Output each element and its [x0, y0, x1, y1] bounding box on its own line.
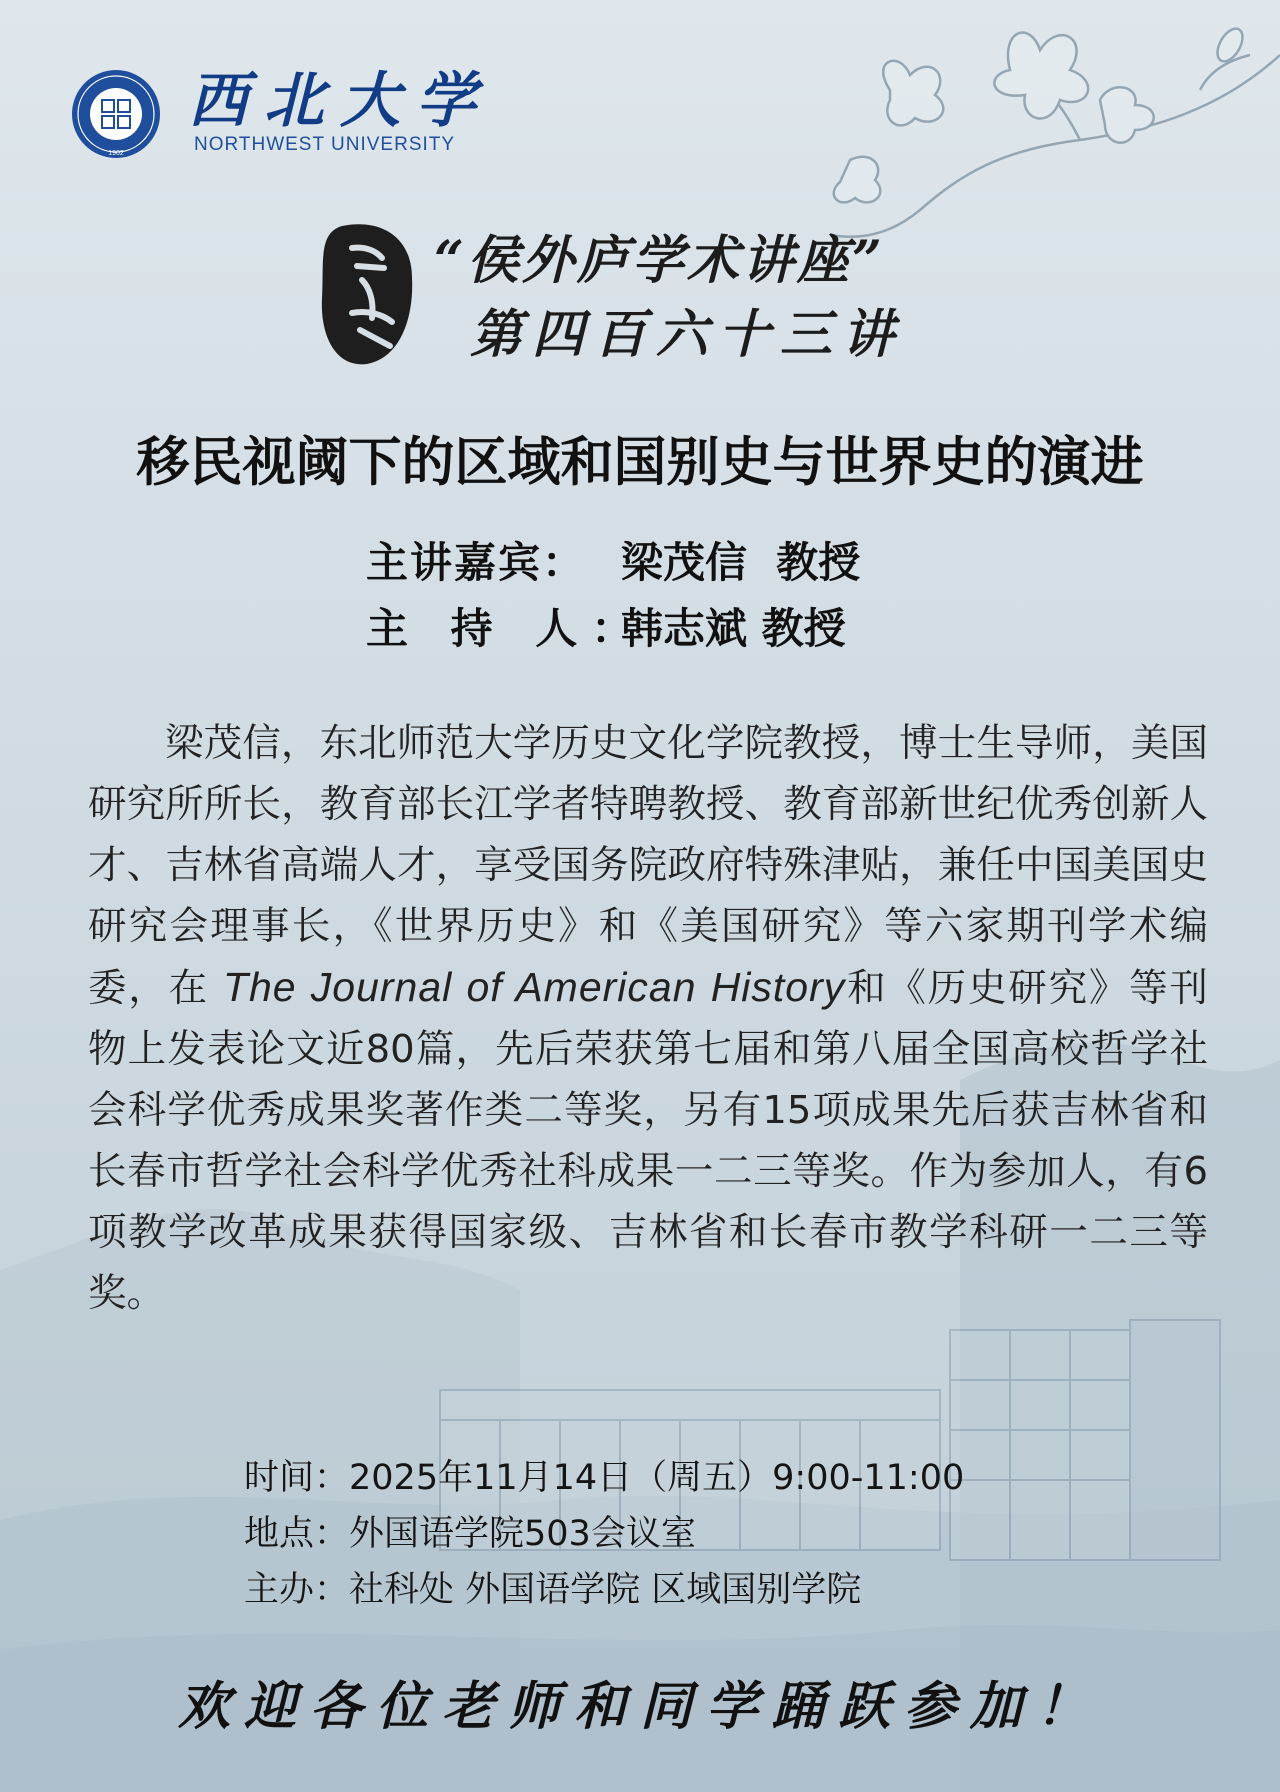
host-label: 主 持 人：	[366, 604, 648, 653]
university-name-cn: 西北大学	[188, 66, 492, 136]
lecture-series-name: “侯外庐学术讲座”	[434, 230, 885, 291]
speaker-label: 主讲嘉宾：	[366, 538, 587, 587]
seal-year: 1902	[108, 150, 124, 157]
place-row	[244, 1506, 964, 1562]
university-name-en: NORTHWEST UNIVERSITY	[194, 134, 456, 155]
university-seal-icon	[70, 68, 162, 160]
magnolia-branch	[830, 24, 1280, 236]
place-label: 地点：	[244, 1514, 350, 1554]
welcome-message: 欢迎各位老师和同学踊跃参加！	[177, 1676, 1102, 1737]
event-info	[244, 1450, 964, 1618]
host-name: 韩志斌 教授	[621, 604, 846, 653]
speaker-name: 梁茂信 教授	[621, 538, 861, 587]
time-label: 时间：	[244, 1458, 350, 1498]
time-row	[244, 1450, 964, 1506]
lecture-title: 移民视阈下的区域和国别史与世界史的演进	[136, 431, 1144, 493]
speaker-bio	[88, 713, 1208, 1324]
bio-text-part2: 和《历史研究》等刊物上发表论文近80篇，先后荣获第七届和第八届全国高校哲学社会科学优秀成果奖著作类二等奖，另有15项成果先后获吉林省和长春市哲学社会科学优秀社科成果一二三等奖。作为参加人，有6项教学改革成果获得国家级、吉林省和长春市教学科研一二三等奖。	[88, 966, 1208, 1316]
bio-text-part1: 梁茂信，东北师范大学历史文化学院教授，博士生导师，美国研究所所长，教育部长江学者特聘教授、教育部新世纪优秀创新人才、吉林省高端人才，享受国务院政府特殊津贴，兼任中国美国史研究会理事长，《世界历史》和《美国研究》等六家期刊学术编委，在	[88, 721, 1208, 1011]
bio-journal-title: The Journal of American History	[222, 964, 846, 1010]
time-value: 2025年11月14日（周五）9:00-11:00	[349, 1458, 965, 1498]
lecture-number: 第四百六十三讲	[470, 304, 905, 365]
host-row	[366, 596, 860, 662]
speaker-row	[366, 530, 860, 596]
organizer-value: 社科处 外国语学院 区域国别学院	[349, 1570, 862, 1610]
organizer-row	[244, 1562, 964, 1618]
people-block	[366, 530, 860, 662]
university-header	[70, 62, 490, 162]
organizer-label: 主办：	[244, 1570, 350, 1610]
lecture-series-logo	[312, 218, 422, 368]
place-value: 外国语学院503会议室	[349, 1514, 696, 1554]
